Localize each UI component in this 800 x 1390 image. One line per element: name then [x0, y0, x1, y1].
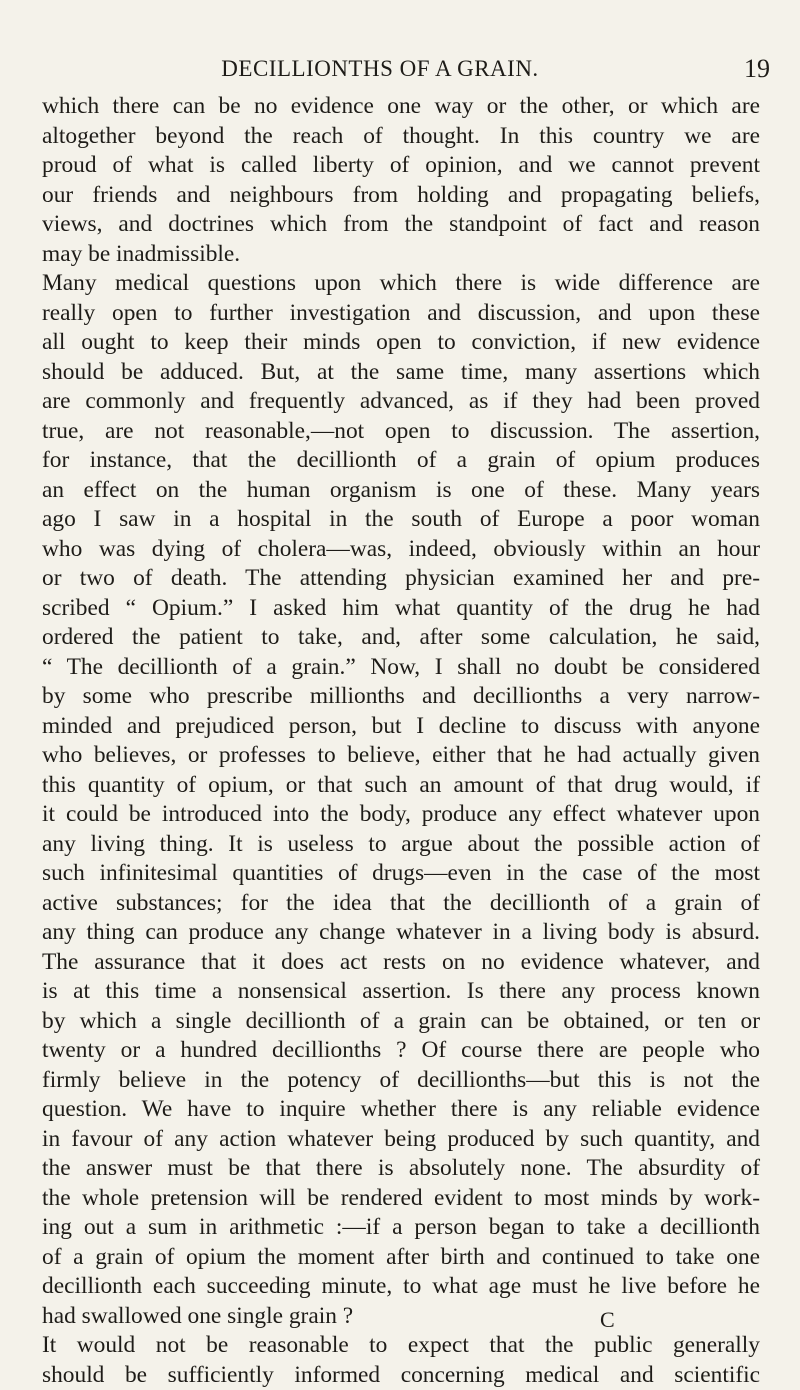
text-line: all ought to keep their minds open to conviction, if new evidence [42, 328, 760, 358]
text-line: “ The decillionth of a grain.” Now, I shall no doubt be considered [42, 653, 760, 683]
text-line: an effect on the human organism is one of these. Many years [42, 476, 760, 506]
text-line: scribed “ Opium.” I asked him what quantity of the drug he had [42, 594, 760, 624]
text-line: It would not be reasonable to expect that the public generally [42, 1331, 760, 1361]
text-line: had swallowed one single grain ? [42, 1302, 760, 1332]
text-line: our friends and neighbours from holding and propagating beliefs, [42, 181, 760, 211]
text-line: the answer must be that there is absolutely none. The absurdity of [42, 1154, 760, 1184]
text-line: who was dying of cholera—was, indeed, obviously within an hour [42, 535, 760, 565]
text-line: should be adduced. But, at the same time, many assertions which [42, 358, 760, 388]
text-line: in favour of any action whatever being produced by such quantity, and [42, 1125, 760, 1155]
text-line: the whole pretension will be rendered evident to most minds by work- [42, 1184, 760, 1214]
text-line: twenty or a hundred decillionths ? Of course there are people who [42, 1036, 760, 1066]
text-line: such infinitesimal quantities of drugs—even in the case of the most [42, 859, 760, 889]
text-line: minded and prejudiced person, but I decline to discuss with anyone [42, 712, 760, 742]
text-line: by some who prescribe millionths and decillionths a very narrow- [42, 682, 760, 712]
text-line: by which a single decillionth of a grain can be obtained, or ten or [42, 1007, 760, 1037]
text-line: who believes, or professes to believe, either that he had actually given [42, 741, 760, 771]
text-line: this quantity of opium, or that such an amount of that drug would, if [42, 771, 760, 801]
text-line: any living thing. It is useless to argue about the possible action of [42, 830, 760, 860]
running-head [0, 52, 800, 86]
text-line: views, and doctrines which from the standpoint of fact and reason [42, 210, 760, 240]
text-line: or two of death. The attending physician examined her and pre- [42, 564, 760, 594]
text-line: firmly believe in the potency of decillionths—but this is not the [42, 1066, 760, 1096]
text-line: The assurance that it does act rests on no evidence whatever, and [42, 948, 760, 978]
text-line: which there can be no evidence one way or the other, or which are [42, 92, 760, 122]
text-line: any thing can produce any change whatever in a living body is absurd. [42, 918, 760, 948]
text-line: question. We have to inquire whether there is any reliable evidence [42, 1095, 760, 1125]
text-line: altogether beyond the reach of thought. In this country we are [42, 122, 760, 152]
text-line: for instance, that the decillionth of a grain of opium produces [42, 446, 760, 476]
body-text [42, 92, 760, 1390]
text-line: ing out a sum in arithmetic :—if a person began to take a decillionth [42, 1213, 760, 1243]
text-line: ago I saw in a hospital in the south of Europe a poor woman [42, 505, 760, 535]
text-line: are commonly and frequently advanced, as if they had been proved [42, 387, 760, 417]
text-line: active substances; for the idea that the decillionth of a grain of [42, 889, 760, 919]
page-number: 19 [744, 52, 770, 86]
text-line: ordered the patient to take, and, after some calculation, he said, [42, 623, 760, 653]
text-line: may be inadmissible. [42, 240, 760, 270]
text-line: true, are not reasonable,—not open to discussion. The assertion, [42, 417, 760, 447]
signature-mark: C [600, 1306, 615, 1334]
text-line: is at this time a nonsensical assertion. Is there any process known [42, 977, 760, 1007]
text-line: decillionth each succeeding minute, to what age must he live before he [42, 1272, 760, 1302]
text-line: should be sufficiently informed concerning medical and scientific [42, 1361, 760, 1390]
text-line: proud of what is called liberty of opinion, and we cannot prevent [42, 151, 760, 181]
text-line: Many medical questions upon which there is wide difference are [42, 269, 760, 299]
running-title: DECILLIONTHS OF A GRAIN. [0, 52, 760, 86]
text-line: really open to further investigation and discussion, and upon these [42, 299, 760, 329]
text-line: it could be introduced into the body, produce any effect whatever upon [42, 800, 760, 830]
text-line: of a grain of opium the moment after birth and continued to take one [42, 1243, 760, 1273]
